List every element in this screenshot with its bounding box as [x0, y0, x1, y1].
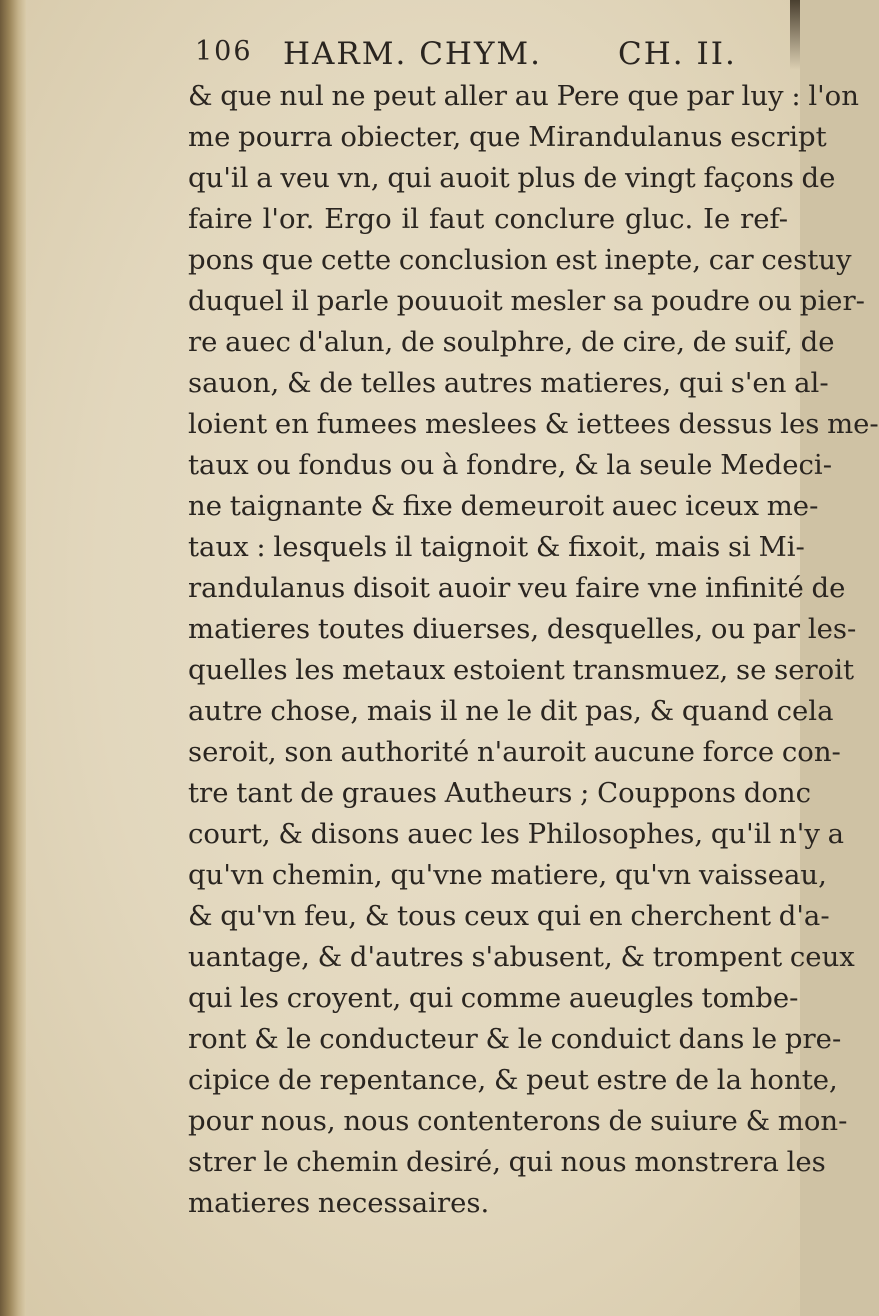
page-number: 106 [195, 36, 253, 67]
text-line: duquel il parle pouuoit mesler sa poudre ou pier- [188, 285, 865, 317]
text-line: faire l'or. Ergo il faut conclure gluc. Ie ref- [188, 203, 788, 235]
text-line: tre tant de graues Autheurs ; Couppons donc [188, 777, 812, 809]
text-line: court, & disons auec les Philosophes, qu'il n'y a [188, 818, 845, 850]
text-line: pons que cette conclusion est inepte, car cestuy [188, 244, 852, 276]
body-text [188, 76, 879, 1224]
text-line: re auec d'alun, de soulphre, de cire, de suif, de [188, 326, 835, 358]
text-line: qu'vn chemin, qu'vne matiere, qu'vn vaisseau, [188, 859, 827, 891]
text-line: taux : lesquels il taignoit & fixoit, mais si Mi- [188, 531, 805, 563]
text-line: taux ou fondus ou à fondre, & la seule Medeci- [188, 449, 832, 481]
chapter-label: CH. II. [618, 36, 737, 72]
text-line: uantage, & d'autres s'abusent, & trompent ceux [188, 941, 855, 973]
text-line: sauon, & de telles autres matieres, qui s'en al- [188, 367, 829, 399]
running-head-title: HARM. CHYM. [283, 36, 543, 72]
text-line: pour nous, nous contenterons de suiure & mon- [188, 1105, 848, 1137]
running-header [195, 36, 785, 76]
text-line: matieres necessaires. [188, 1187, 490, 1219]
text-line: loient en fumees meslees & iettees dessus les me- [188, 408, 879, 440]
text-line: qui les croyent, qui comme aueugles tombe- [188, 982, 799, 1014]
text-line: qu'il a veu vn, qui auoit plus de vingt façons de [188, 162, 836, 194]
text-line: quelles les metaux estoient transmuez, se seroit [188, 654, 855, 686]
text-line: ront & le conducteur & le conduict dans le pre- [188, 1023, 842, 1055]
page-edge-shadow [790, 0, 800, 70]
text-line: cipice de repentance, & peut estre de la honte, [188, 1064, 838, 1096]
text-line: seroit, son authorité n'auroit aucune force con- [188, 736, 841, 768]
text-line: strer le chemin desiré, qui nous monstrera les [188, 1146, 826, 1178]
text-line: matieres toutes diuerses, desquelles, ou par les- [188, 613, 857, 645]
text-line: ne taignante & fixe demeuroit auec iceux me- [188, 490, 819, 522]
text-line: randulanus disoit auoir veu faire vne infinité de [188, 572, 846, 604]
text-line: & que nul ne peut aller au Pere que par luy : l'on [188, 80, 859, 112]
text-line: & qu'vn feu, & tous ceux qui en cherchent d'a- [188, 900, 830, 932]
book-gutter [0, 0, 26, 1316]
text-line: autre chose, mais il ne le dit pas, & quand cela [188, 695, 834, 727]
text-line: me pourra obiecter, que Mirandulanus escript [188, 121, 827, 153]
